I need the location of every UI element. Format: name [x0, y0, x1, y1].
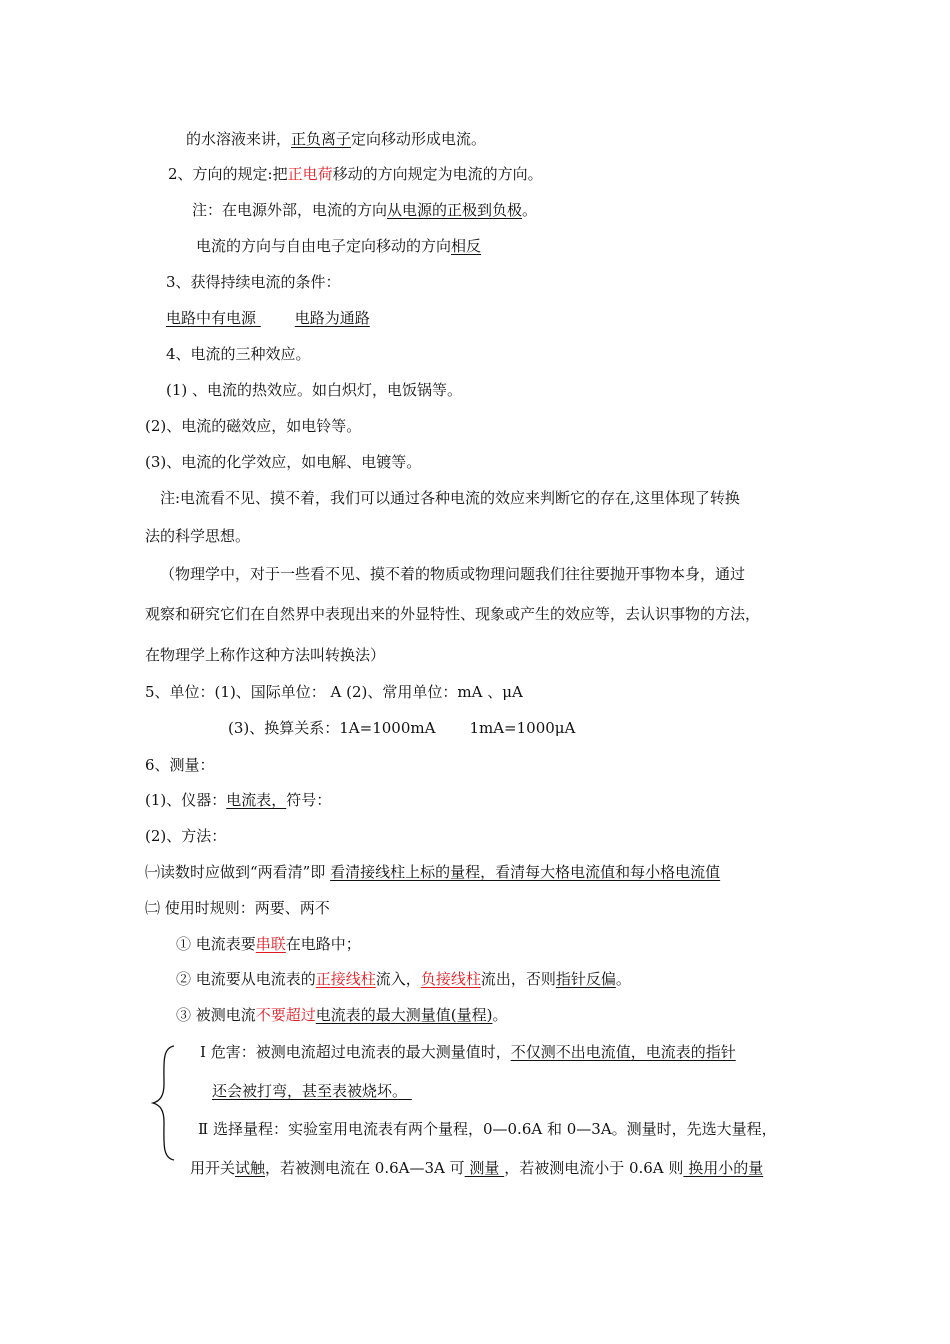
text-line: ㈡ 使用时规则：两要、两不	[145, 899, 330, 917]
text-line: ③ 被测电流不要超过电流表的最大测量值(量程)。	[176, 1006, 508, 1024]
text-line: 电流的方向与自由电子定向移动的方向相反	[196, 237, 482, 255]
text-line: (3)、电流的化学效应，如电解、电镀等。	[145, 453, 422, 471]
text-line: 在物理学上称作这种方法叫转换法）	[145, 646, 386, 664]
text-line: 注：在电源外部，电流的方向从电源的正极到负极。	[192, 201, 538, 219]
text-line: 还会被打弯，甚至表被烧坏。	[212, 1082, 408, 1100]
text-line: 5、单位：(1)、国际单位： A (2)、常用单位：mA 、μA	[145, 683, 523, 701]
text-line: 2、方向的规定:把正电荷移动的方向规定为电流的方向。	[168, 165, 543, 183]
text-line: 4、电流的三种效应。	[166, 345, 311, 363]
text-line: 6、测量：	[145, 756, 215, 774]
text-line: 用开关试触，若被测电流在 0.6A—3A 可 测量 ，若被测电流小于 0.6A 则 换用小的量	[190, 1159, 764, 1177]
brace-icon	[150, 1044, 180, 1162]
text-line: (3)、换算关系：1A=1000mA 1mA=1000μA	[228, 719, 576, 737]
text-line: (1) 、电流的热效应。如白炽灯，电饭锅等。	[166, 381, 463, 399]
text-line: 注:电流看不见、摸不着，我们可以通过各种电流的效应来判断它的存在,这里体现了转换	[160, 489, 740, 507]
text-line: (2)、方法：	[145, 827, 227, 845]
text-line: 观察和研究它们在自然界中表现出来的外显特性、现象或产生的效应等，去认识事物的方法，	[145, 605, 761, 623]
text-line: 3、获得持续电流的条件：	[166, 273, 341, 291]
text-line: ② 电流要从电流表的正接线柱流入，负接线柱流出，否则指针反偏。	[176, 970, 631, 988]
text-line: 的水溶液来讲，正负离子定向移动形成电流。	[186, 130, 487, 148]
text-line: (1)、仪器：电流表，符号：	[145, 791, 332, 809]
text-line: 法的科学思想。	[145, 527, 251, 545]
text-line: 电路中有电源 电路为通路	[166, 309, 370, 327]
text-line: Ⅱ 选择量程：实验室用电流表有两个量程，0—0.6A 和 0—3A。测量时，先选大量程，	[198, 1120, 777, 1138]
text-line: (2)、电流的磁效应，如电铃等。	[145, 417, 362, 435]
text-line: ㈠读数时应做到“两看清”即 看清接线柱上标的量程，看清每大格电流值和每小格电流值	[145, 863, 721, 881]
text-line: （物理学中，对于一些看不见、摸不着的物质或物理问题我们往往要抛开事物本身，通过	[160, 565, 746, 583]
text-line: ① 电流表要串联在电路中；	[176, 935, 361, 953]
text-line: Ⅰ 危害：被测电流超过电流表的最大测量值时，不仅测不出电流值，电流表的指针	[200, 1043, 736, 1061]
